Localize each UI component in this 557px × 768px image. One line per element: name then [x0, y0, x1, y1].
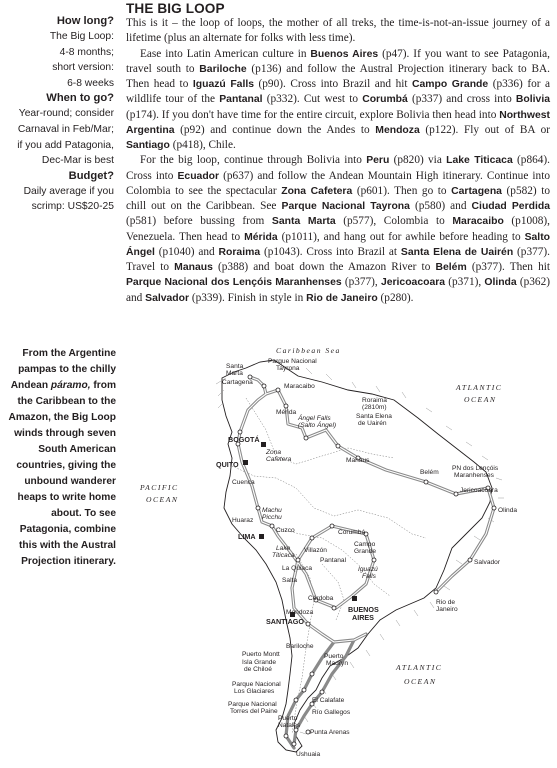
paragraph-text-run: Ease into Latin American culture in	[140, 47, 311, 60]
map-label-quito: QUITO	[216, 460, 239, 469]
how-long-line: The Big Loop:	[49, 31, 114, 42]
map-label-machu-picchu: Machu	[262, 507, 282, 514]
map-label-cordoba: Córdoba	[308, 595, 334, 602]
paragraph-text-run: (p136) and follow the Austral Projection itinerary back to BA. Then head to	[126, 62, 550, 90]
paragraph-text-run: (p637) and follow the Andean Mountain High itinerary. Continue into Colombia to see the spectacular	[126, 169, 550, 197]
paragraph-text-run: (p864). Cross into	[126, 154, 550, 182]
map-label-iguazu-falls: Iguazú	[358, 566, 378, 573]
map-label-puerto-natales: Puerto	[278, 715, 298, 722]
place-name-highlight: Iguazú Falls	[192, 79, 255, 90]
place-name-highlight: Parque Nacional Tayrona	[281, 201, 410, 212]
map-label-campo-grande: Campo	[354, 541, 376, 548]
map-label-pacific-2: OCEAN	[146, 495, 179, 504]
map-label-lencois: PN dos Lençóis	[452, 465, 499, 472]
paragraph-text-run: (p92) and continue down the Andes to	[174, 123, 376, 136]
article-paragraph-big-loop	[126, 153, 550, 306]
paragraph-text-run: (p377). Then hit	[466, 261, 550, 273]
paragraph-text-run: For the big loop, continue through Bolivia into	[140, 154, 367, 167]
when-to-go-line: Dec-Mar is best	[41, 155, 114, 167]
map-label-maracaibo: Maracaibo	[284, 383, 315, 390]
place-name-highlight: Belém	[435, 262, 467, 273]
map-label-cuzco: Cuzco	[276, 527, 295, 534]
place-name-highlight: Campo Grande	[412, 79, 489, 90]
paragraph-text-run: (p418), Chile.	[169, 139, 236, 151]
place-name-highlight: Ciudad Perdida	[471, 201, 550, 212]
place-name-highlight: Zona Cafetera	[281, 185, 353, 197]
map-label-huaraz: Huaraz	[232, 517, 254, 524]
budget-line: scrimp: US$20-25	[31, 201, 114, 213]
place-name-highlight: Parque Nacional dos Lençóis Maranhenses	[126, 277, 342, 289]
map-label-iguazu-falls-2: Falls	[362, 573, 376, 580]
place-name-highlight: Santa Elena de Uairén	[400, 246, 514, 258]
paragraph-text-run: (p1040) and	[154, 245, 219, 258]
map-label-chiloe-2: de Chiloé	[244, 666, 272, 673]
when-to-go-line: if you add Patagonia,	[17, 139, 114, 151]
place-name-highlight: Santiago	[126, 140, 170, 151]
map-label-ushuaia: Ushuaia	[296, 751, 321, 758]
place-name-highlight: Mérida	[244, 231, 278, 243]
route-map	[126, 338, 557, 768]
place-name-highlight: Bariloche	[199, 63, 247, 75]
caption-text-before: From the Argentine pampas to the chilly Andean	[10, 348, 116, 391]
map-label-pn-tayrona-2: Tayrona	[276, 365, 300, 372]
paragraph-text-run: (p377). Travel to	[126, 245, 550, 273]
article-paragraph-intro: This is it – the loop of loops, the mother of all treks, the time-is-not-an-issue journey of a lifetime (plus an alternate for folks with less time).	[126, 17, 550, 45]
map-label-villazon: Villazón	[304, 547, 327, 554]
caption-text-after: from the Caribbean to the Amazon, the Big Loop winds through seven South American countries, giving the unbound wanderer heaps to write home about. To see Patagonia, combine this with the Austral Projection itinerary.	[8, 380, 116, 567]
place-name-highlight: Manaus	[174, 262, 213, 273]
map-label-rio: Rio de	[436, 599, 456, 606]
place-name-highlight: Mendoza	[375, 124, 420, 136]
map-label-atlantic-south: ATLANTIC	[396, 663, 443, 672]
map-label-mendoza: Mendoza	[286, 609, 314, 616]
map-label-roraima: Roraima	[362, 397, 387, 404]
paragraph-text-run: (p582) to chill out on the Caribbean. See	[126, 184, 551, 212]
paragraph-text-run: (p581) before bussing from	[126, 215, 272, 228]
map-caption	[2, 346, 116, 570]
paragraph-text-run: (p339). Finish in style in	[189, 291, 307, 304]
place-name-highlight: Jericoacoara	[380, 277, 446, 289]
how-long-line: 6-8 weeks	[67, 77, 114, 89]
map-label-machu-picchu-2: Picchu	[262, 514, 282, 521]
paragraph-text-run: (p371),	[445, 276, 485, 289]
map-label-lake-titicaca: Lake	[276, 545, 291, 552]
map-label-angel-falls-2: (Salto Ángel)	[298, 422, 337, 429]
place-name-highlight: Salto Ángel	[126, 231, 550, 258]
place-name-highlight: Salvador	[145, 292, 190, 304]
map-label-pn-tayrona: Parque Nacional	[268, 358, 317, 365]
when-to-go-line: Carnaval in Feb/Mar;	[17, 123, 114, 135]
map-label-buenos-aires: BUENOS	[348, 605, 379, 614]
paragraph-text-run: (p1043). Cross into Brazil at	[260, 245, 401, 258]
map-label-corumba: Corumbá	[338, 529, 366, 536]
map-label-pn-los-glaciares: Parque Nacional	[232, 681, 281, 688]
paragraph-text-run: (p336) for a wildlife tour of the	[126, 78, 551, 106]
paragraph-text-run: (p332). Cut west to	[262, 93, 363, 106]
article-paragraph-short-loop	[126, 47, 550, 154]
map-label-lencois-2: Maranhenses	[454, 472, 494, 479]
map-label-cuenca: Cuenca	[232, 479, 255, 486]
map-label-puerto-natales-2: Natales	[278, 722, 301, 729]
place-name-highlight: Cartagena	[451, 185, 502, 197]
article-body	[126, 2, 550, 306]
map-label-jericoacoara: Jericoacoara	[460, 487, 498, 494]
map-label-atlantic-north-2: OCEAN	[464, 395, 497, 404]
place-name-highlight: Ecuador	[177, 170, 220, 182]
paragraph-text-run: (p90). Cross into Brazil and hit	[254, 78, 413, 90]
place-name-highlight: Santa Marta	[271, 216, 336, 228]
map-label-puerto-madryn: Puerto	[324, 653, 344, 660]
how-long-line: short version:	[52, 62, 114, 74]
how-long-label: How long?	[56, 15, 114, 27]
map-label-atlantic-north: ATLANTIC	[456, 383, 503, 392]
map-label-olinda: Olinda	[498, 507, 518, 514]
place-name-highlight: Buenos Aires	[310, 48, 379, 60]
when-to-go-line: Year-round; consider	[18, 108, 114, 120]
place-name-highlight: Pantanal	[219, 94, 263, 106]
place-name-highlight: Olinda	[484, 277, 517, 289]
how-long-line: 4-8 months;	[59, 46, 114, 58]
map-label-santa-marta: Santa	[226, 363, 244, 370]
paragraph-text-run: (p1011), and hang out for awhile before heading to	[277, 230, 525, 243]
paragraph-text-run: (p580) and	[409, 200, 472, 212]
map-label-atlantic-south-2: OCEAN	[404, 677, 437, 686]
map-label-merida: Mérida	[276, 409, 297, 416]
map-label-pn-torres-del-paine-2: Torres del Paine	[230, 708, 278, 715]
budget-line: Daily average if you	[23, 185, 114, 197]
paragraph-text-run: (p122). Fly out of BA or	[419, 123, 550, 136]
map-label-santiago: SANTIAGO	[266, 617, 304, 626]
paragraph-text-run: (p337) and cross into	[407, 93, 516, 106]
map-label-cartagena: Cartagena	[222, 379, 253, 386]
map-label-lake-titicaca-2: Titicaca	[272, 552, 295, 559]
place-name-highlight: Roraima	[218, 246, 261, 258]
map-label-buenos-aires-2: AIRES	[352, 613, 374, 622]
map-label-santa-elena-2: de Uairén	[358, 420, 387, 427]
map-label-santa-elena: Santa Elena	[356, 413, 392, 420]
article-title: THE BIG LOOP	[126, 1, 225, 16]
map-label-punta-arenas: Punta Arenas	[310, 729, 350, 736]
map-label-la-quiaca: La Quiaca	[282, 565, 313, 572]
place-name-highlight: Corumbá	[362, 94, 408, 106]
map-label-pacific: PACIFIC	[140, 483, 179, 492]
paragraph-text-run: (p174). If you don't have time for the entire circuit, explore Bolivia then head into	[126, 108, 500, 121]
place-name-highlight: Maracaibo	[452, 216, 504, 228]
place-name-highlight: Rio de Janeiro	[306, 292, 378, 304]
paragraph-text-run: (p601). Then go to	[352, 184, 452, 197]
map-label-bariloche: Bariloche	[286, 643, 314, 650]
map-label-zona-cafetera: Zona	[266, 449, 282, 456]
when-to-go-label: When to go?	[46, 92, 114, 105]
map-label-rio-gallegos: Río Gallegos	[312, 709, 351, 716]
paragraph-text-run: (p47). If you want to see Patagonia, travel south to	[126, 47, 550, 75]
place-name-highlight: Peru	[366, 155, 390, 167]
map-label-lima: LIMA	[238, 532, 256, 541]
paragraph-text-run: (p1008), Venezuela. Then head to	[126, 215, 551, 243]
map-label-roraima-2: (2810m)	[362, 404, 387, 411]
map-label-campo-grande-2: Grande	[354, 548, 376, 555]
map-label-puerto-montt: Puerto Montt	[242, 651, 280, 658]
map-label-caribbean-sea: Caribbean Sea	[276, 346, 341, 355]
place-name-highlight: Bolivia	[515, 94, 550, 106]
budget-label: Budget?	[68, 169, 114, 182]
paragraph-text-run: (p577), Colombia to	[335, 215, 453, 228]
paragraph-text-run: (p388) and boat down the Amazon River to	[212, 261, 436, 273]
place-name-highlight: Northwest Argentina	[126, 109, 550, 136]
map-label-rio-2: Janeiro	[436, 606, 458, 613]
map-label-manaus: Manaus	[346, 457, 370, 464]
paragraph-text-run: (p820) via	[389, 154, 447, 167]
paragraph-text-run: (p377),	[341, 276, 381, 289]
map-label-pn-torres-del-paine: Parque Nacional	[228, 701, 277, 708]
map-label-pantanal: Pantanal	[320, 557, 347, 564]
map-label-el-calafate: El Calafate	[312, 697, 345, 704]
map-label-chiloe: Isla Grande	[242, 659, 277, 666]
paragraph-text-run: (p280).	[377, 291, 414, 304]
map-label-pn-los-glaciares-2: Los Glaciares	[234, 688, 275, 695]
paragraph-text-run: (p362) and	[126, 276, 550, 304]
map-label-zona-cafetera-2: Cafetera	[266, 456, 292, 463]
trip-facts-sidebar	[4, 14, 114, 215]
map-label-salta: Salta	[282, 577, 298, 584]
caption-text-italic: páramo,	[50, 380, 91, 391]
map-label-belem: Belém	[420, 469, 439, 476]
place-name-highlight: Lake Titicaca	[446, 155, 513, 167]
map-label-angel-falls: Ángel Falls	[298, 415, 331, 422]
map-label-puerto-madryn-2: Madryn	[326, 660, 348, 667]
map-label-salvador: Salvador	[474, 559, 501, 566]
map-label-bogota: BOGOTÁ	[228, 435, 260, 444]
map-label-santa-marta-2: Marta	[226, 370, 243, 377]
